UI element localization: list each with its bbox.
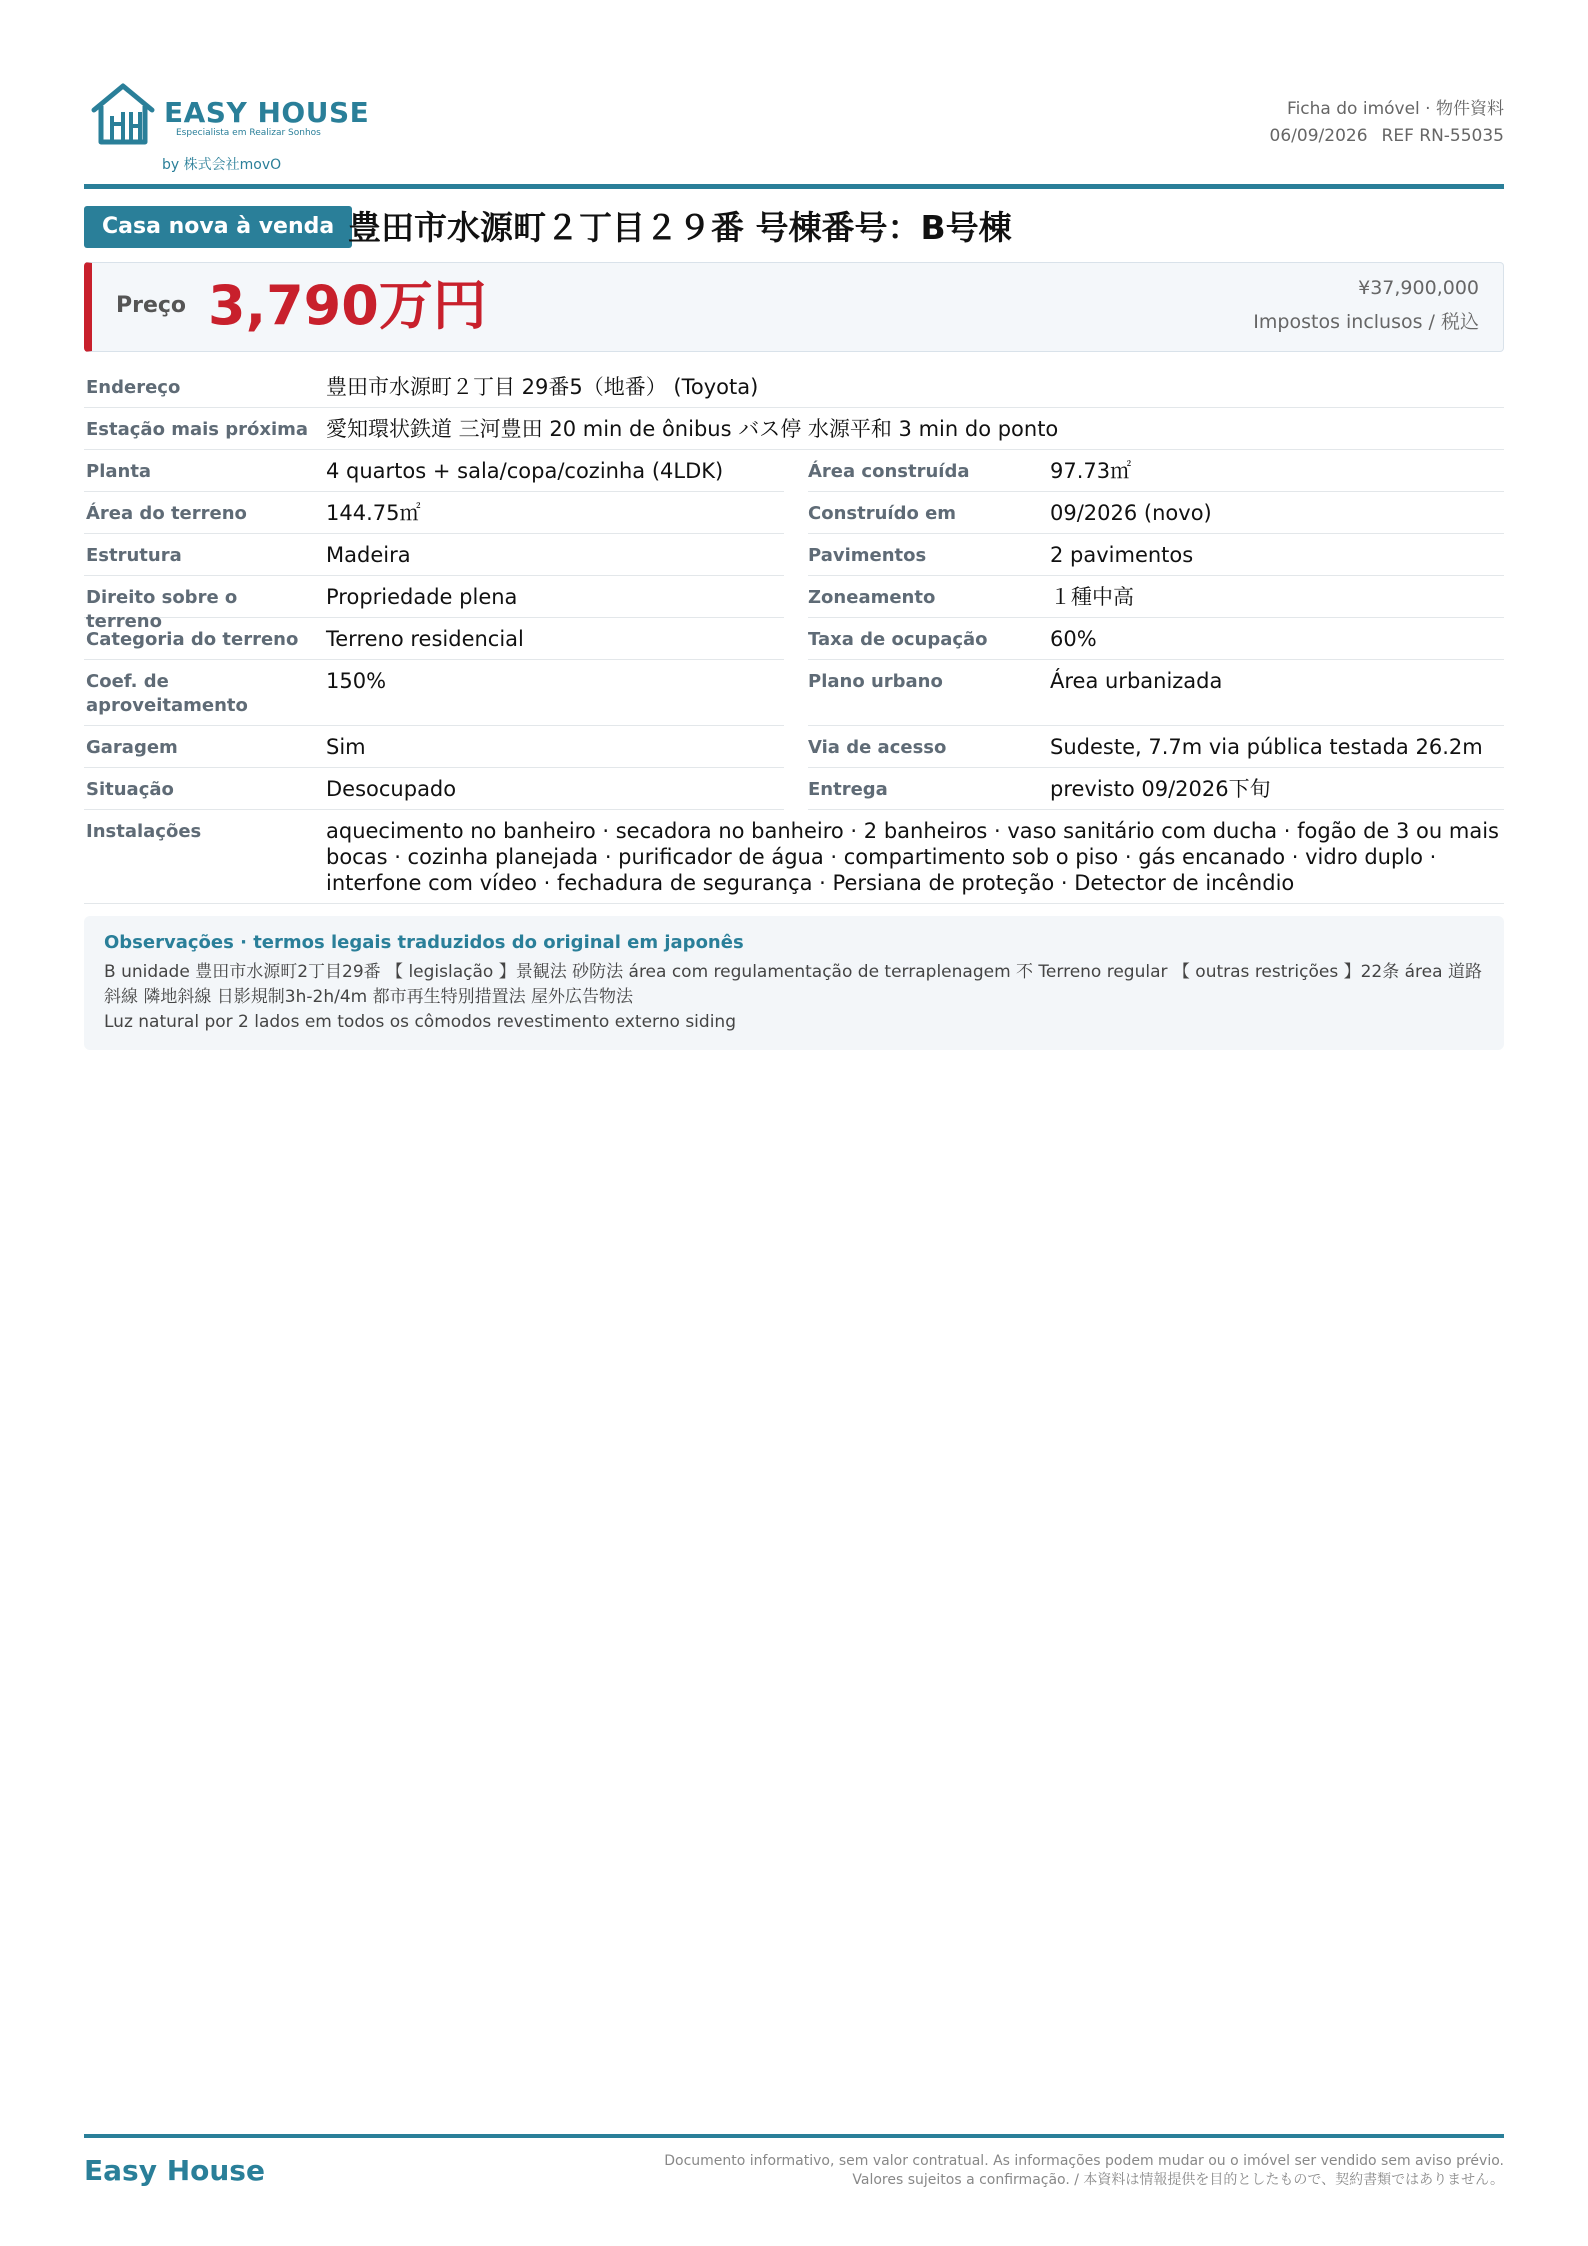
spec-value: Desocupado [326,777,457,801]
document-meta [1270,96,1504,150]
spec-value: 豊田市水源町２丁目 29番5（地番） (Toyota) [326,375,759,399]
notes-title: Observações · termos legais traduzidos do original em japonês [104,932,744,953]
spec-row-endereco [84,366,1504,408]
spec-row-planta [84,450,1504,492]
spec-row-categoria [84,618,1504,660]
property-title: 豊田市水源町２丁目２９番 号棟番号：B号棟 [348,208,1012,247]
spec-label: Planta [86,461,152,482]
header-divider [84,184,1504,189]
spec-label: Entrega [808,779,888,800]
price-tax-note: Impostos inclusos / 税込 [1253,311,1479,333]
reference-number: REF RN-55035 [1381,126,1504,146]
document-date: 06/09/2026 [1269,126,1368,146]
price-box [84,262,1504,352]
spec-row-garagem [84,726,1504,768]
price-label: Preço [116,293,187,318]
spec-value: 4 quartos + sala/copa/cozinha (4LDK) [326,459,724,483]
footer-brand: Easy House [84,2154,265,2187]
spec-value: 09/2026 (novo) [1050,501,1212,525]
spec-value: Área urbanizada [1050,669,1223,693]
logo-company: by 株式会社movO [162,157,282,173]
spec-value: Terreno residencial [326,627,524,651]
spec-label: Construído em [808,503,957,524]
notes-body [104,960,1484,1035]
property-sheet [84,0,1504,2246]
spec-label: Situação [86,779,174,800]
document-date-ref [1270,123,1504,150]
price-yen: ¥37,900,000 [1358,277,1479,299]
spec-value: Propriedade plena [326,585,518,609]
spec-label: Pavimentos [808,545,927,566]
notes-line: B unidade 豊田市水源町2丁目29番 【 legislação 】景観法 砂防法 área com regulamentação de terraplenagem 不 Terreno regular 【 outras restrições 】22条 área 道路斜線 隣地斜線 日影規制3h-2h/4m 都市再生特別措置法 屋外広告物法 [104,962,1482,1007]
header [84,78,1504,188]
spec-row-coef [84,660,1504,726]
spec-value: aquecimento no banheiro · secadora no banheiro · 2 banheiros · vaso sanitário com ducha · fogão de 3 ou mais bocas · cozinha planejada · purificador de água · compartimento sob o piso · gás encanado · vidro duplo · interfone com vídeo · fechadura de segurança · Persiana de proteção · Detector de incêndio [326,819,1499,895]
spec-row-instalacoes [84,810,1504,904]
spec-row-situacao [84,768,1504,810]
notes-box [84,916,1504,1050]
spec-value: Sudeste, 7.7m via pública testada 26.2m [1050,735,1483,759]
spec-value: previsto 09/2026下旬 [1050,777,1271,801]
logo-name: EASY HOUSE [164,96,370,129]
spec-value: 愛知環状鉄道 三河豊田 20 min de ônibus バス停 水源平和 3 min do ponto [326,417,1059,441]
spec-value: 150% [326,669,387,693]
spec-label: Endereço [86,377,181,398]
notes-line: Luz natural por 2 lados em todos os cômodos revestimento externo siding [104,1012,736,1032]
spec-row-direito [84,576,1504,632]
spec-label: Direito sobre o terreno [86,587,238,632]
house-logo-icon [90,82,156,146]
spec-label: Zoneamento [808,587,936,608]
spec-label: Via de acesso [808,737,947,758]
listing-type-badge: Casa nova à venda [84,206,352,248]
spec-row-area-terreno [84,492,1504,534]
spec-label: Coef. de aproveitamento [86,671,248,716]
logo [90,82,390,172]
footer-disclaimer: Documento informativo, sem valor contratual. As informações podem mudar ou o imóvel ser vendido sem aviso prévio. Valores sujeitos a confirmação. / 本資料は情報提供を目的としたもので、契約書類ではありません。 [664,2153,1504,2188]
spec-label: Estrutura [86,545,182,566]
spec-value: 97.73㎡ [1050,459,1132,483]
spec-label: Instalações [86,821,202,842]
price-value: 3,790万円 [208,274,487,337]
spec-value: 144.75㎡ [326,501,421,525]
spec-value: Madeira [326,543,411,567]
spec-row-estacao [84,408,1504,450]
spec-row-estrutura [84,534,1504,576]
spec-label: Área do terreno [86,503,247,524]
spec-label: Categoria do terreno [86,629,299,650]
document-type: Ficha do imóvel · 物件資料 [1287,99,1504,119]
spec-label: Plano urbano [808,671,943,692]
spec-table [84,366,1504,904]
spec-value: １種中高 [1050,585,1134,609]
spec-value: 2 pavimentos [1050,543,1194,567]
title-row [84,206,1504,250]
spec-value: 60% [1050,627,1097,651]
logo-tagline: Especialista em Realizar Sonhos [176,128,321,138]
spec-label: Taxa de ocupação [808,629,988,650]
spec-label: Estação mais próxima [86,419,309,440]
footer-divider [84,2134,1504,2138]
spec-label: Área construída [808,461,970,482]
spec-value: Sim [326,735,366,759]
spec-label: Garagem [86,737,178,758]
